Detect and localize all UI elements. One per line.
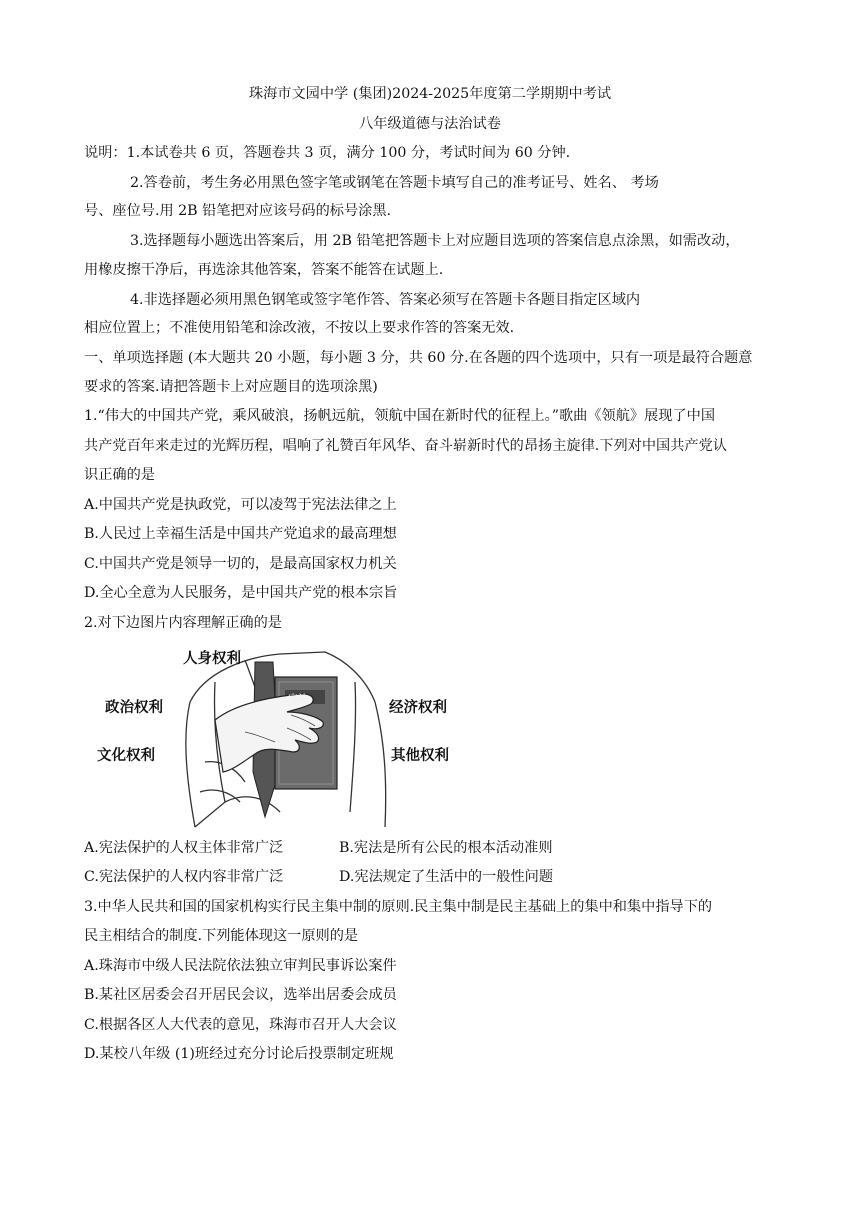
instruction-2-line-2: 号、座位号.用 2B 铅笔把对应该号码的标号涂黑. (84, 203, 392, 219)
q1-option-c: C.中国共产党是领导一切的，是最高国家权力机关 (84, 556, 397, 572)
exam-title: 珠海市文园中学 (集团)2024-2025年度第二学期期中考试 (248, 86, 612, 102)
q1-option-b: B.人民过上幸福生活是中国共产党追求的最高理想 (84, 526, 397, 542)
section-heading-line-2: 要求的答案.请把答题卡上对应题目的选项涂黑) (84, 379, 378, 395)
figure-label-political-rights: 政治权利 (105, 700, 163, 716)
figure-label-personal-rights: 人身权利 (183, 651, 241, 667)
instruction-1: 说明：1.本试卷共 6 页，答题卷共 3 页，满分 100 分，考试时间为 60 分钟. (84, 145, 571, 161)
q3-option-b: B.某社区居委会召开居民会议，选举出居委会成员 (84, 987, 397, 1003)
figure-label-economic-rights: 经济权利 (389, 700, 447, 716)
q2-stem: 2.对下边图片内容理解正确的是 (84, 615, 282, 631)
q1-stem-line-3: 识正确的是 (84, 467, 155, 483)
q2-option-c: C.宪法保护的人权内容非常广泛 (84, 869, 284, 885)
q3-stem-line-2: 民主相结合的制度.下列能体现这一原则的是 (84, 928, 359, 944)
section-heading-line-1: 一、单项选择题 (本大题共 20 小题，每小题 3 分，共 60 分.在各题的四个选项中，只有一项是最符合题意 (84, 350, 753, 366)
instruction-4-line-2: 相应位置上；不准使用铅笔和涂改液，不按以上要求作答的答案无效. (84, 320, 515, 336)
instruction-3-line-2: 用橡皮擦干净后，再选涂其他答案，答案不能答在试题上. (84, 262, 444, 278)
figure-label-other-rights: 其他权利 (391, 748, 449, 764)
q2-options-row-1 (84, 838, 553, 858)
instruction-2-line-1: 2.答卷前，考生务必用黑色签字笔或钢笔在答题卡填写自己的准考证号、姓名、 考场 (130, 175, 659, 191)
q3-stem-line-1: 3.中华人民共和国的国家机构实行民主集中制的原则.民主集中制是民主基础上的集中和集中指导下的 (84, 899, 713, 915)
q1-option-a: A.中国共产党是执政党，可以凌驾于宪法法律之上 (84, 497, 397, 513)
q2-option-a: A.宪法保护的人权主体非常广泛 (84, 840, 284, 856)
q2-options-row-2 (84, 867, 554, 887)
figure-book-title: 宪法 (288, 694, 308, 705)
q2-option-b: B.宪法是所有公民的根本活动准则 (339, 840, 553, 856)
exam-subtitle: 八年级道德与法治试卷 (359, 116, 501, 132)
q3-option-c: C.根据各区人大代表的意见，珠海市召开人大会议 (84, 1017, 397, 1033)
q3-option-a: A.珠海市中级人民法院依法独立审判民事诉讼案件 (84, 958, 397, 974)
constitution-illustration (95, 642, 465, 832)
constitution-rights-figure (95, 642, 465, 832)
q1-stem-line-2: 共产党百年来走过的光辉历程，唱响了礼赞百年风华、奋斗崭新时代的昂扬主旋律.下列对中国共产党认 (84, 438, 727, 454)
instruction-4-line-1: 4.非选择题必须用黑色钢笔或签字笔作答、答案必须写在答题卡各题目指定区域内 (130, 292, 641, 308)
q1-option-d: D.全心全意为人民服务，是中国共产党的根本宗旨 (84, 585, 398, 601)
q2-option-d: D.宪法规定了生活中的一般性问题 (339, 869, 554, 885)
figure-label-cultural-rights: 文化权利 (97, 748, 155, 764)
instruction-3-line-1: 3.选择题每小题选出答案后，用 2B 铅笔把答题卡上对应题目选项的答案信息点涂黑，如需改动， (130, 233, 740, 249)
q3-option-d: D.某校八年级 (1)班经过充分讨论后投票制定班规 (84, 1046, 394, 1062)
q1-stem-line-1: 1.“伟大的中国共产党，乘风破浪，扬帆远航，领航中国在新时代的征程上。”歌曲《领航》展现了中国 (84, 408, 716, 424)
